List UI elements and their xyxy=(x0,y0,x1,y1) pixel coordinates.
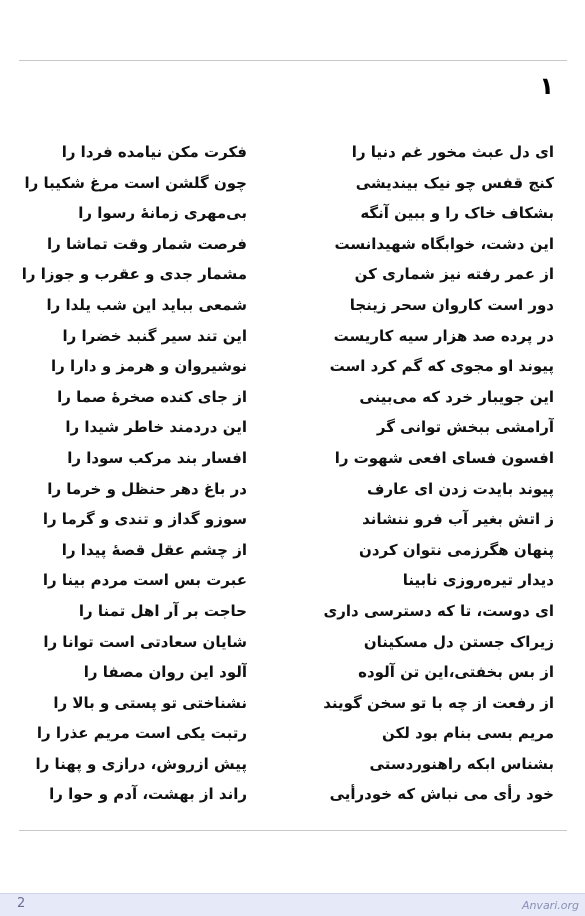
poem-line: این تند سیر گنبد خضرا را xyxy=(62,326,247,345)
poem-line: از چشم عقل قصهٔ پیدا را xyxy=(61,540,247,559)
poem-line: این دشت، خوابگاه شهیدانست xyxy=(334,234,554,253)
poem-line: شمعی بباید این شب یلدا را xyxy=(46,295,247,314)
poem-line: این دردمند خاطر شیدا را xyxy=(65,418,247,437)
poem-line: دور است کاروان سحر زینجا xyxy=(349,295,554,314)
poem-line: ای دل عبث مخور غم دنیا را xyxy=(351,143,554,161)
footer-bar xyxy=(0,893,585,916)
poem-line: خود رأی می نباش که خودرأیی xyxy=(329,785,554,804)
poem-line: راند از بهشت، آدم و حوا را xyxy=(49,785,247,804)
poem-line: از عمر رفته نیز شماری کن xyxy=(354,265,554,284)
poem-line: از رفعت از چه با تو سخن گویند xyxy=(323,693,554,712)
poem-line: عبرت بس است مردم بینا را xyxy=(42,571,247,590)
poem-line: مشمار جدی و عقرب و جوزا را xyxy=(21,265,247,284)
poem-line: فکرت مکن نیامده فردا را xyxy=(61,143,247,161)
poem-line: از بس بخفتی،این تن آلوده xyxy=(358,663,554,682)
poem-line: بشکاف خاک را و ببین آنگه xyxy=(360,204,554,223)
poem-line: رتبت یکی است مریم عذرا را xyxy=(36,724,247,743)
top-rule xyxy=(19,60,567,61)
poem-line: چون گلشن است مرغ شکیبا را xyxy=(24,173,247,192)
poem-line: در باغ دهر حنظل و خرما را xyxy=(47,479,247,498)
poem-line: در پرده صد هزار سیه کاریست xyxy=(333,326,554,345)
poem-column-left xyxy=(17,137,247,810)
page-number: ۱ xyxy=(539,72,554,100)
poem-line: آرامشی ببخش توانی گر xyxy=(376,418,554,437)
poem-line: سوزو گداز و تندی و گرما را xyxy=(42,510,247,529)
poem-line: نشناختی تو پستی و بالا را xyxy=(53,693,247,712)
bottom-rule xyxy=(19,830,567,831)
poem-line: پیوند بایدت زدن ای عارف xyxy=(367,479,554,498)
poem-line: شایان سعادتی است توانا را xyxy=(43,632,247,651)
poem-line: زیراک جستن دل مسکینان xyxy=(363,632,554,651)
poem-line: این جویبار خرد که می‌بینی xyxy=(359,387,554,406)
poem-line: بی‌مهری زمانهٔ رسوا را xyxy=(78,204,247,223)
poem-line: پنهان هگرزمی نتوان کردن xyxy=(359,540,554,559)
poem-line: فرصت شمار وقت تماشا را xyxy=(47,234,247,253)
poem-line: افسون فسای افعی شهوت را xyxy=(334,448,554,467)
poem-line: مریم بسی بنام بود لکن xyxy=(382,724,554,743)
poem-line: نوشیروان و هرمز و دارا را xyxy=(50,357,247,376)
poem-line: آلود این روان مصفا را xyxy=(83,663,247,682)
poem-line: از جای کنده صخرهٔ صما را xyxy=(57,387,247,406)
poem-line: افسار بند مرکب سودا را xyxy=(67,448,247,467)
poem-column-right xyxy=(304,137,554,810)
poem-line: پیش ازروش، درازی و پهنا را xyxy=(35,754,247,773)
poem-line: حاجت بر آر اهل تمنا را xyxy=(78,601,247,620)
poem-line: دیدار تیره‌روزی نابینا xyxy=(402,571,554,590)
poem-line: بشناس ابکه راهنوردستی xyxy=(369,754,554,773)
watermark-logo: Anvari.org xyxy=(521,899,579,912)
poem-line: ز اتش بغیر آب فرو ننشاند xyxy=(362,510,554,529)
poem-line: پیوند او مجوی که گم کرد است xyxy=(329,357,554,376)
poem-line: کنج قفس چو نیک بیندیشی xyxy=(355,173,554,192)
footer-page-number: 2 xyxy=(17,896,26,911)
poem-line: ای دوست، تا که دسترسی داری xyxy=(323,601,554,620)
